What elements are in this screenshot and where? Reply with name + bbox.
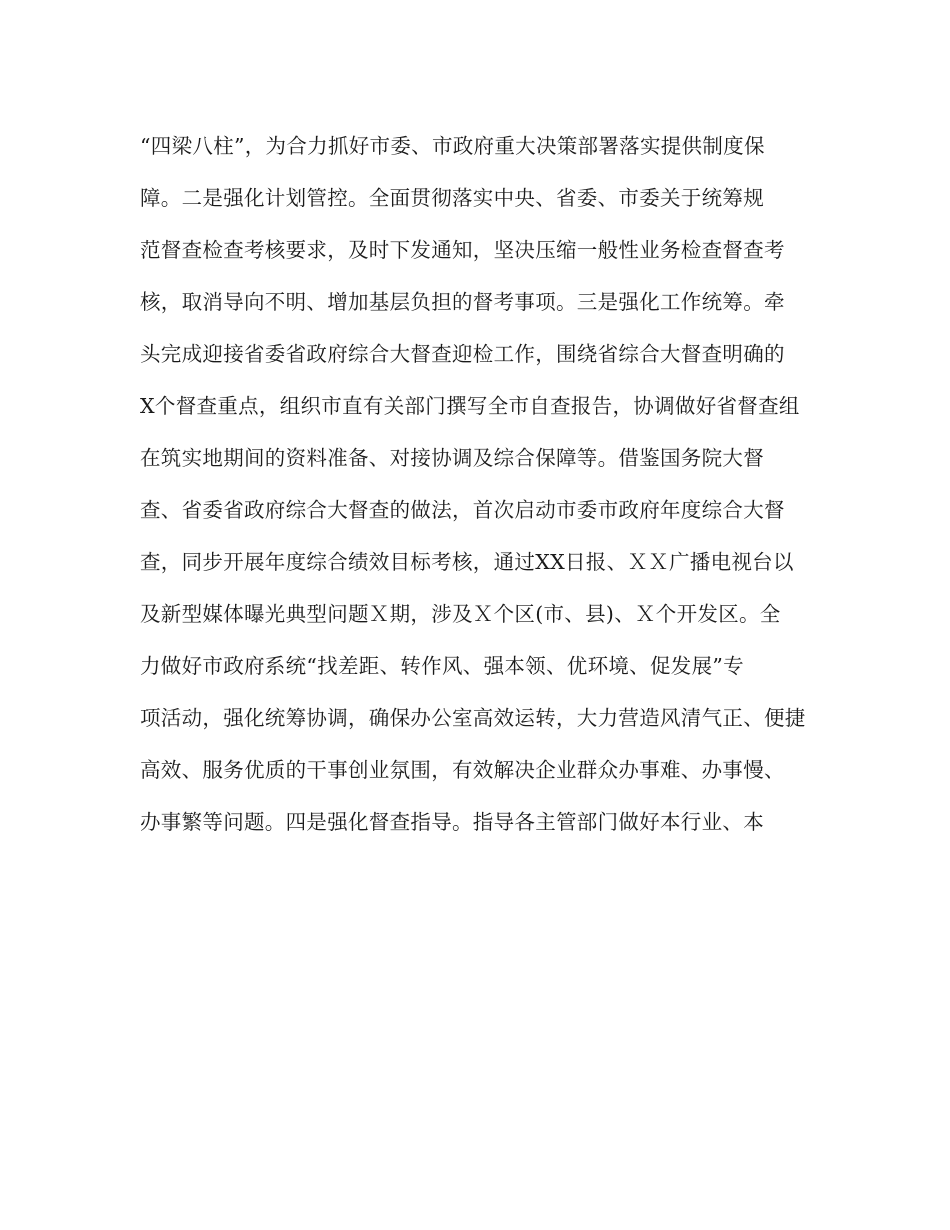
text-line-11: 力做好市政府系统“找差距、转作风、强本领、优环境、促发展”专	[140, 654, 744, 678]
text-line-6: X个督查重点，组织市直有关部门撰写全市自查报告，协调做好省督查组	[140, 394, 800, 418]
body-text	[140, 120, 820, 848]
text-line-8: 查、省委省政府综合大督查的做法，首次启动市委市政府年度综合大督	[140, 498, 785, 522]
text-line-9: 查，同步开展年度综合绩效目标考核，通过XX日报、ＸＸ广播电视台以	[140, 550, 794, 574]
text-line-1: “四梁八柱”，为合力抓好市委、市政府重大决策部署落实提供制度保	[140, 134, 765, 158]
text-line-7: 在筑实地期间的资料准备、对接协调及综合保障等。借鉴国务院大督	[140, 446, 764, 470]
text-line-13: 高效、服务优质的干事创业氛围，有效解决企业群众办事难、办事慢、	[140, 758, 785, 782]
text-line-14: 办事繁等问题。四是强化督查指导。指导各主管部门做好本行业、本	[140, 810, 764, 834]
text-line-2: 障。二是强化计划管控。全面贯彻落实中央、省委、市委关于统筹规	[140, 186, 764, 210]
text-line-5: 头完成迎接省委省政府综合大督查迎检工作，围绕省综合大督查明确的	[140, 342, 785, 366]
text-line-3: 范督查检查考核要求，及时下发通知，坚决压缩一般性业务检查督查考	[140, 238, 785, 262]
text-line-12: 项活动，强化统筹协调，确保办公室高效运转，大力营造风清气正、便捷	[140, 706, 806, 730]
text-line-10: 及新型媒体曝光典型问题Ｘ期，涉及Ｘ个区(市、县)、Ｘ个开发区。全	[140, 602, 781, 626]
text-line-4: 核，取消导向不明、增加基层负担的督考事项。三是强化工作统筹。牵	[140, 290, 785, 314]
